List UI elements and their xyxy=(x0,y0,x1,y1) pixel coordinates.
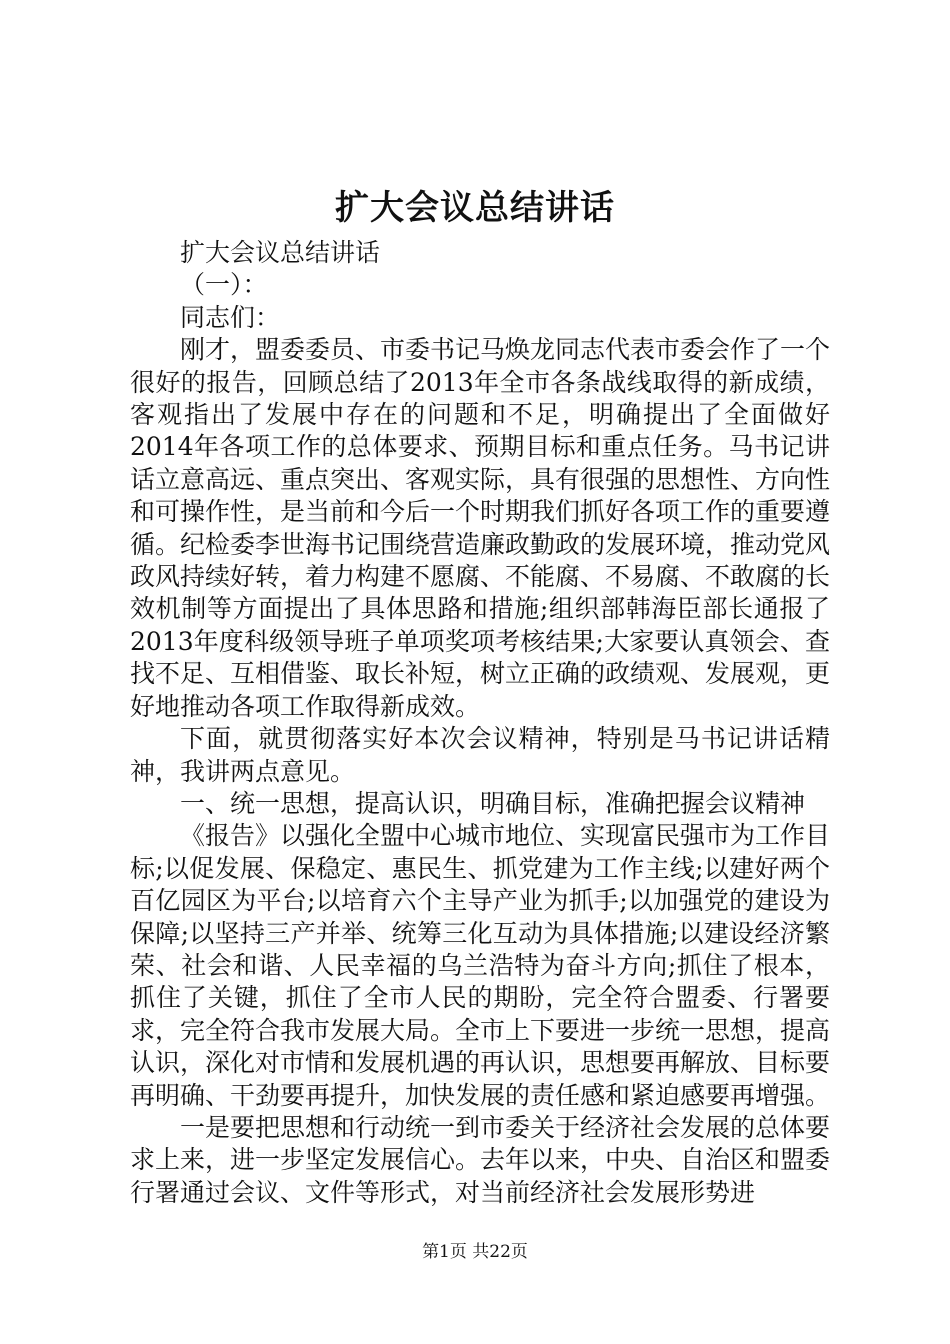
body-paragraph: 扩大会议总结讲话 xyxy=(180,238,381,267)
page-number-footer: 第1页 共22页 xyxy=(422,1242,528,1262)
document-title: 扩大会议总结讲话 xyxy=(335,188,615,228)
section-heading: 一、统一思想，提高认识，明确目标，准确把握会议精神 xyxy=(180,788,806,818)
body-paragraph: 同志们： xyxy=(180,302,281,332)
document-body xyxy=(130,237,830,1209)
body-paragraph: 一是要把思想和行动统一到市委关于经济社会发展的总体要求上来，进一步坚定发展信心。去年以来，中央、自治区和盟委行署通过会议、文件等形式，对当前经济社会发展形势进 xyxy=(130,1112,831,1207)
body-paragraph: 刚才，盟委委员、市委书记马焕龙同志代表市委会作了一个很好的报告，回顾总结了2013年全市各条战线取得的新成绩，客观指出了发展中存在的问题和不足，明确提出了全面做好2014年各项工作的总体要求、预期目标和重点任务。马书记讲话立意高远、重点突出、客观实际，具有很强的思想性、方向性和可操作性，是当前和今后一个时期我们抓好各项工作的重要遵循。纪检委李世海书记围绕营造廉政勤政的发展环境，推动党风政风持续好转，着力构建不愿腐、不能腐、不易腐、不敢腐的长效机制等方面提出了具体思路和措施;组织部韩海臣部长通报了2013年度科级领导班子单项奖项考核结果;大家要认真领会、查找不足、互相借鉴、取长补短，树立正确的政绩观、发展观，更好地推动各项工作取得新成效。 xyxy=(130,335,831,721)
body-paragraph: （一）： xyxy=(180,270,268,300)
body-paragraph: 下面，就贯彻落实好本次会议精神，特别是马书记讲话精神，我讲两点意见。 xyxy=(130,724,830,786)
body-paragraph: 《报告》以强化全盟中心城市地位、实现富民强市为工作目标;以促发展、保稳定、惠民生、抓党建为工作主线;以建好两个百亿园区为平台;以培育六个主导产业为抓手;以加强党的建设为保障;以坚持三产并举、统筹三化互动为具体措施;以建设经济繁荣、社会和谐、人民幸福的乌兰浩特为奋斗方向;抓住了根本，抓住了关键，抓住了全市人民的期盼，完全符合盟委、行署要求，完全符合我市发展大局。全市上下要进一步统一思想，提高认识，深化对市情和发展机遇的再认识，思想要再解放、目标要再明确、干劲要再提升，加快发展的责任感和紧迫感要再增强。 xyxy=(130,821,831,1110)
